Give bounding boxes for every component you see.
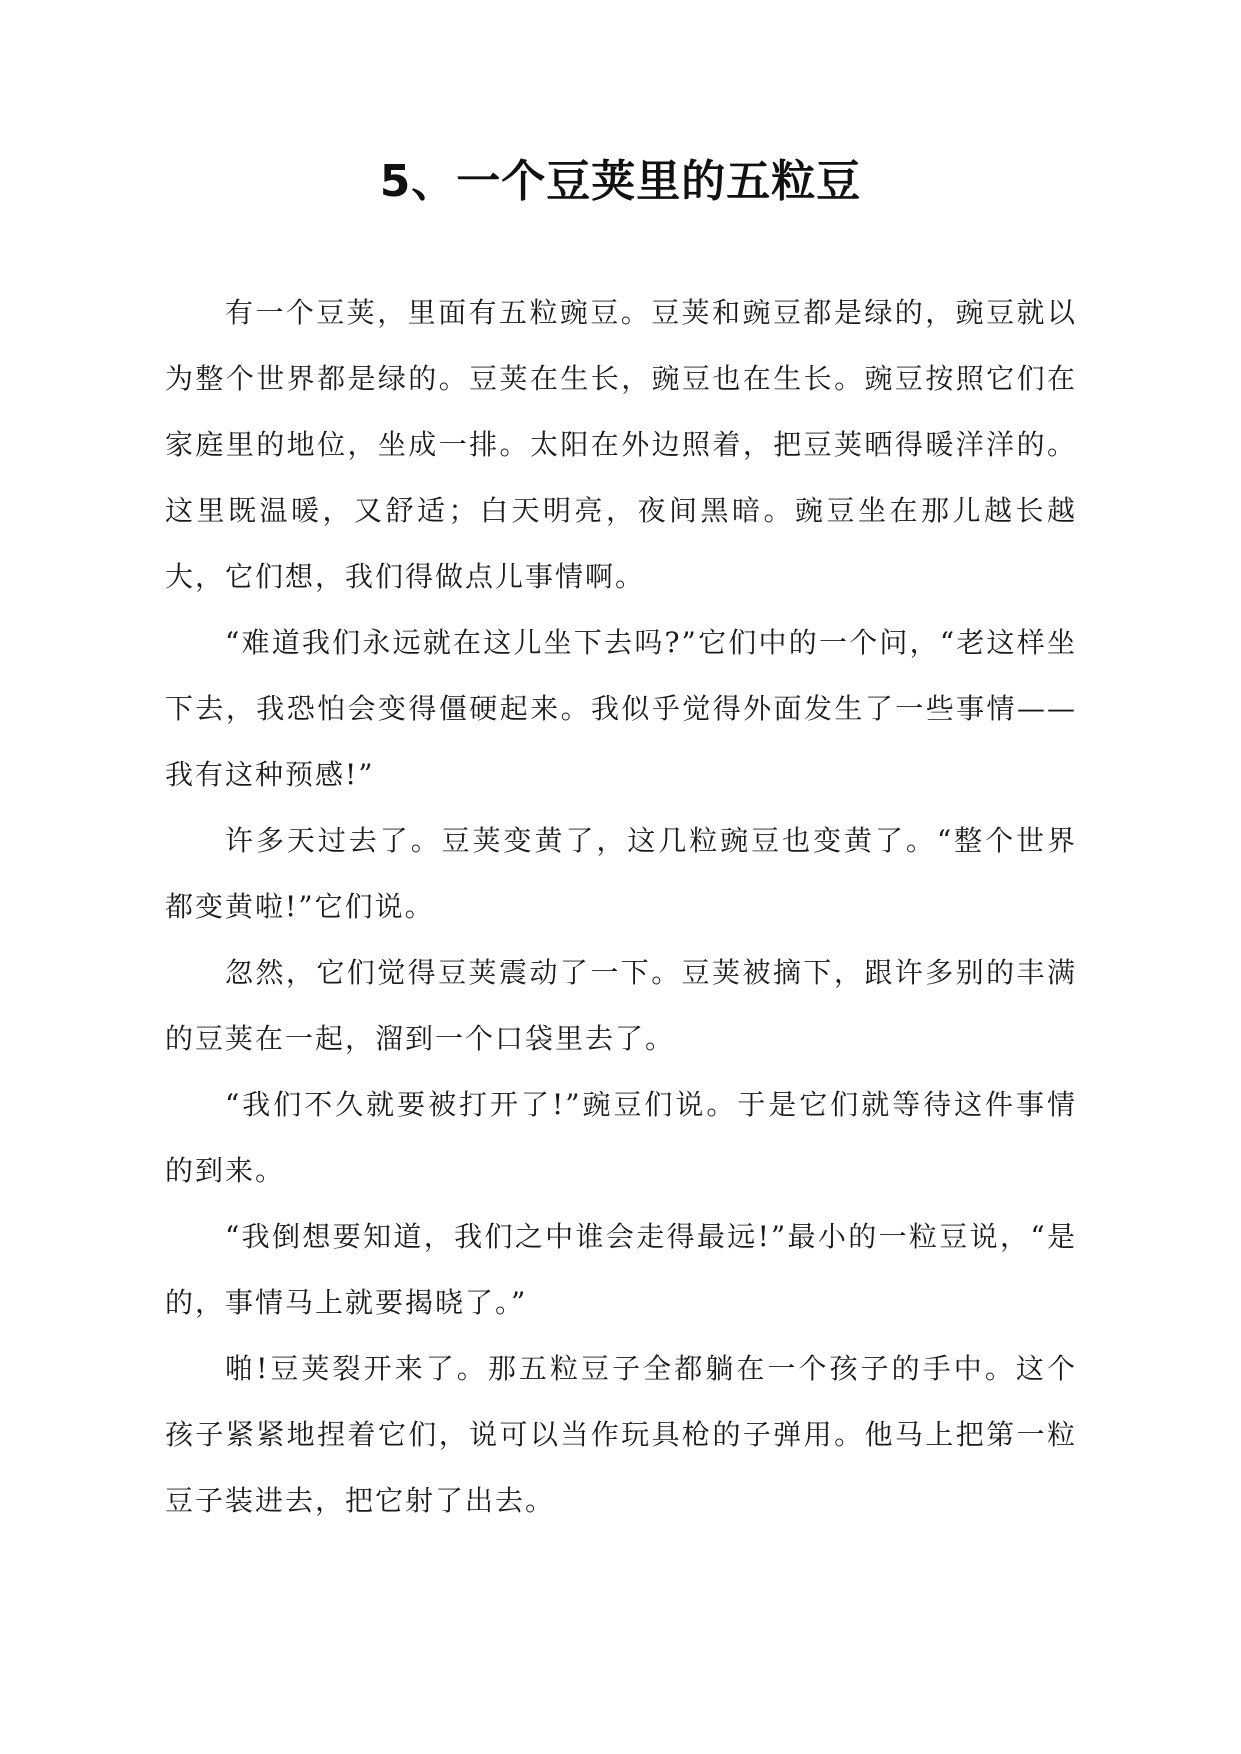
paragraph-1: 有一个豆荚，里面有五粒豌豆。豆荚和豌豆都是绿的，豌豆就以为整个世界都是绿的。豆荚在生长，豌豆也在生长。豌豆按照它们在家庭里的地位，坐成一排。太阳在外边照着，把豆荚晒得暖洋洋的。这里既温暖，又舒适；白天明亮，夜间黑暗。豌豆坐在那儿越长越大，它们想，我们得做点儿事情啊。 (165, 296, 1077, 593)
paragraph-4: 忽然，它们觉得豆荚震动了一下。豆荚被摘下，跟许多别的丰满的豆荚在一起，溜到一个口袋里去了。 (165, 956, 1077, 1055)
paragraph-2: “难道我们永远就在这儿坐下去吗?”它们中的一个问，“老这样坐下去，我恐怕会变得僵硬起来。我似乎觉得外面发生了一些事情——我有这种预感!” (165, 626, 1077, 791)
story-body (165, 280, 1077, 1534)
page-title: 5、一个豆荚里的五粒豆 (379, 156, 862, 207)
paragraph-3: 许多天过去了。豆荚变黄了，这几粒豌豆也变黄了。“整个世界都变黄啦!”它们说。 (165, 824, 1077, 923)
paragraph-5: “我们不久就要被打开了!”豌豆们说。于是它们就等待这件事情的到来。 (165, 1088, 1077, 1187)
paragraph-6: “我倒想要知道，我们之中谁会走得最远!”最小的一粒豆说，“是的，事情马上就要揭晓了。” (165, 1220, 1077, 1319)
paragraph-7: 啪!豆荚裂开来了。那五粒豆子全都躺在一个孩子的手中。这个孩子紧紧地捏着它们，说可以当作玩具枪的子弹用。他马上把第一粒豆子装进去，把它射了出去。 (165, 1352, 1077, 1517)
